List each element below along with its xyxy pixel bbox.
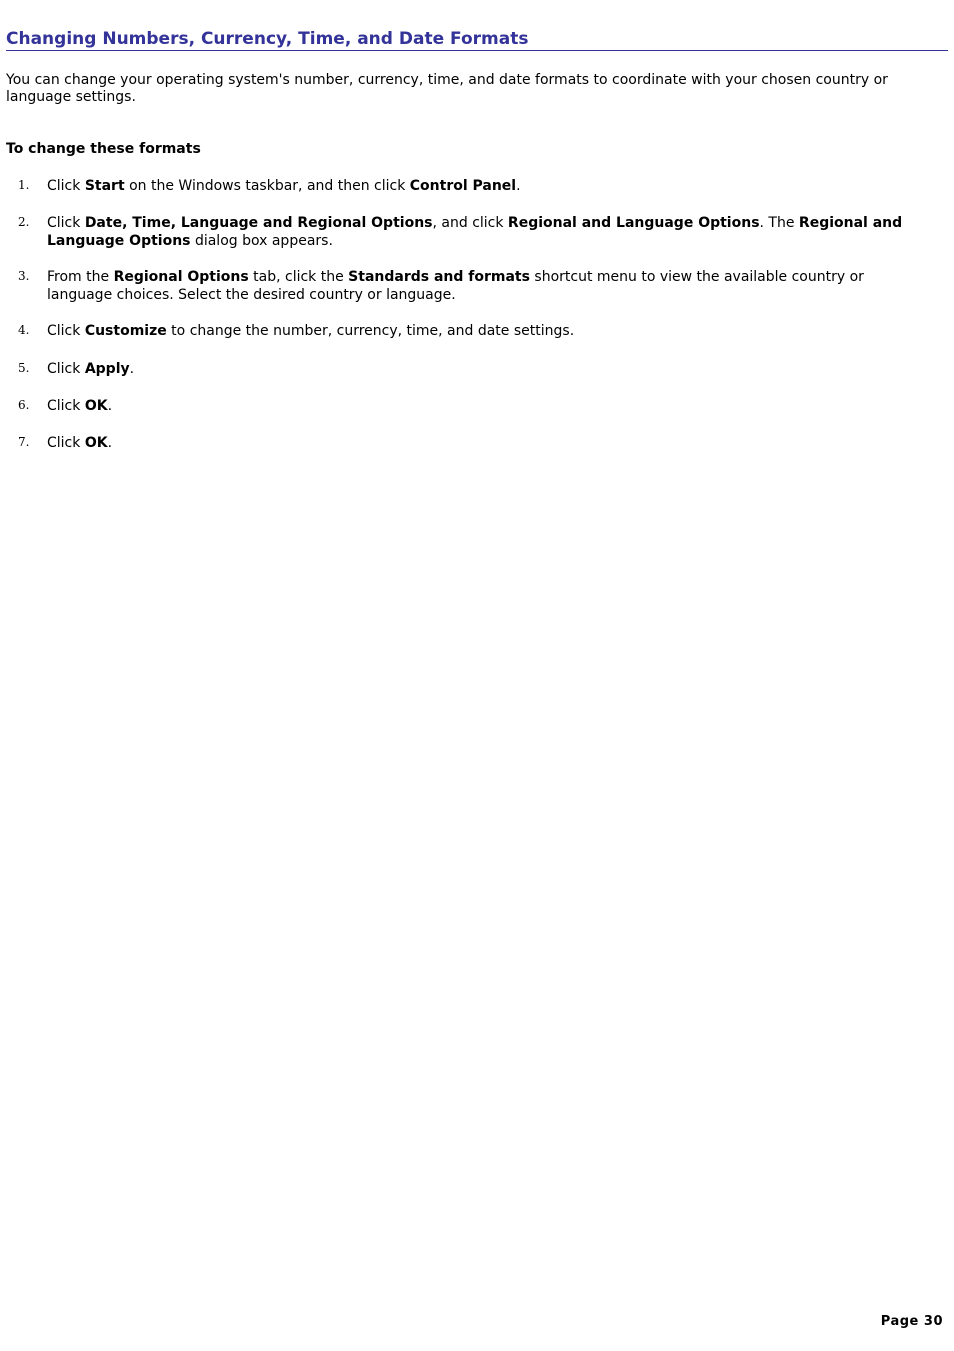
step-emphasis: OK <box>84 435 108 451</box>
step-emphasis: Apply <box>84 361 130 377</box>
step-segment: From the <box>47 269 114 285</box>
step-segment: Click <box>47 178 85 194</box>
step-number: 1. <box>18 178 30 192</box>
step-text <box>47 397 927 415</box>
step-emphasis: Control Panel <box>409 178 517 194</box>
step-segment: . <box>516 178 521 194</box>
step-segment: tab, click the <box>248 269 349 285</box>
step-number: 2. <box>18 215 30 229</box>
step-segment: , and click <box>432 215 508 231</box>
step-emphasis: OK <box>84 398 108 414</box>
step-segment: to change the number, currency, time, and date settings. <box>166 323 575 339</box>
step-segment: Click <box>47 323 85 339</box>
step-emphasis: Regional Options <box>113 269 249 285</box>
intro-paragraph: You can change your operating system's number, currency, time, and date formats to coordinate with your chosen country or language settings. <box>6 72 888 105</box>
step-segment: . The <box>759 215 799 231</box>
step-segment: . <box>107 398 113 414</box>
step-segment: Click <box>47 435 85 451</box>
step-segment: Click <box>47 398 85 414</box>
step-text <box>47 360 927 378</box>
step-segment: . <box>107 435 113 451</box>
step-segment: . <box>129 361 135 377</box>
step-emphasis: Start <box>84 178 125 194</box>
step-number: 6. <box>18 398 30 412</box>
step-number: 3. <box>18 269 30 283</box>
step-emphasis: Regional and Language Options <box>47 215 903 249</box>
step-text <box>47 434 927 452</box>
step-segment: shortcut menu to view the available country or language choices. Select the desired country or language. <box>47 269 864 303</box>
step-text <box>47 268 927 304</box>
step-text <box>47 322 927 340</box>
step-emphasis: Standards and formats <box>348 269 530 285</box>
page-title: Changing Numbers, Currency, Time, and Date Formats <box>6 29 948 51</box>
step-number: 7. <box>18 435 30 449</box>
step-text <box>47 214 927 250</box>
page-number: Page 30 <box>880 1314 943 1329</box>
step-segment: Click <box>47 361 85 377</box>
step-text <box>47 177 927 195</box>
step-emphasis: Date, Time, Language and Regional Options <box>84 215 433 231</box>
step-emphasis: Regional and Language Options <box>507 215 760 231</box>
step-number: 5. <box>18 361 30 375</box>
step-segment: Click <box>47 215 85 231</box>
step-number: 4. <box>18 323 30 337</box>
procedure-heading: To change these formats <box>6 141 201 157</box>
step-segment: on the Windows taskbar, and then click <box>124 178 410 194</box>
step-emphasis: Customize <box>84 323 167 339</box>
step-segment: dialog box appears. <box>190 233 333 249</box>
